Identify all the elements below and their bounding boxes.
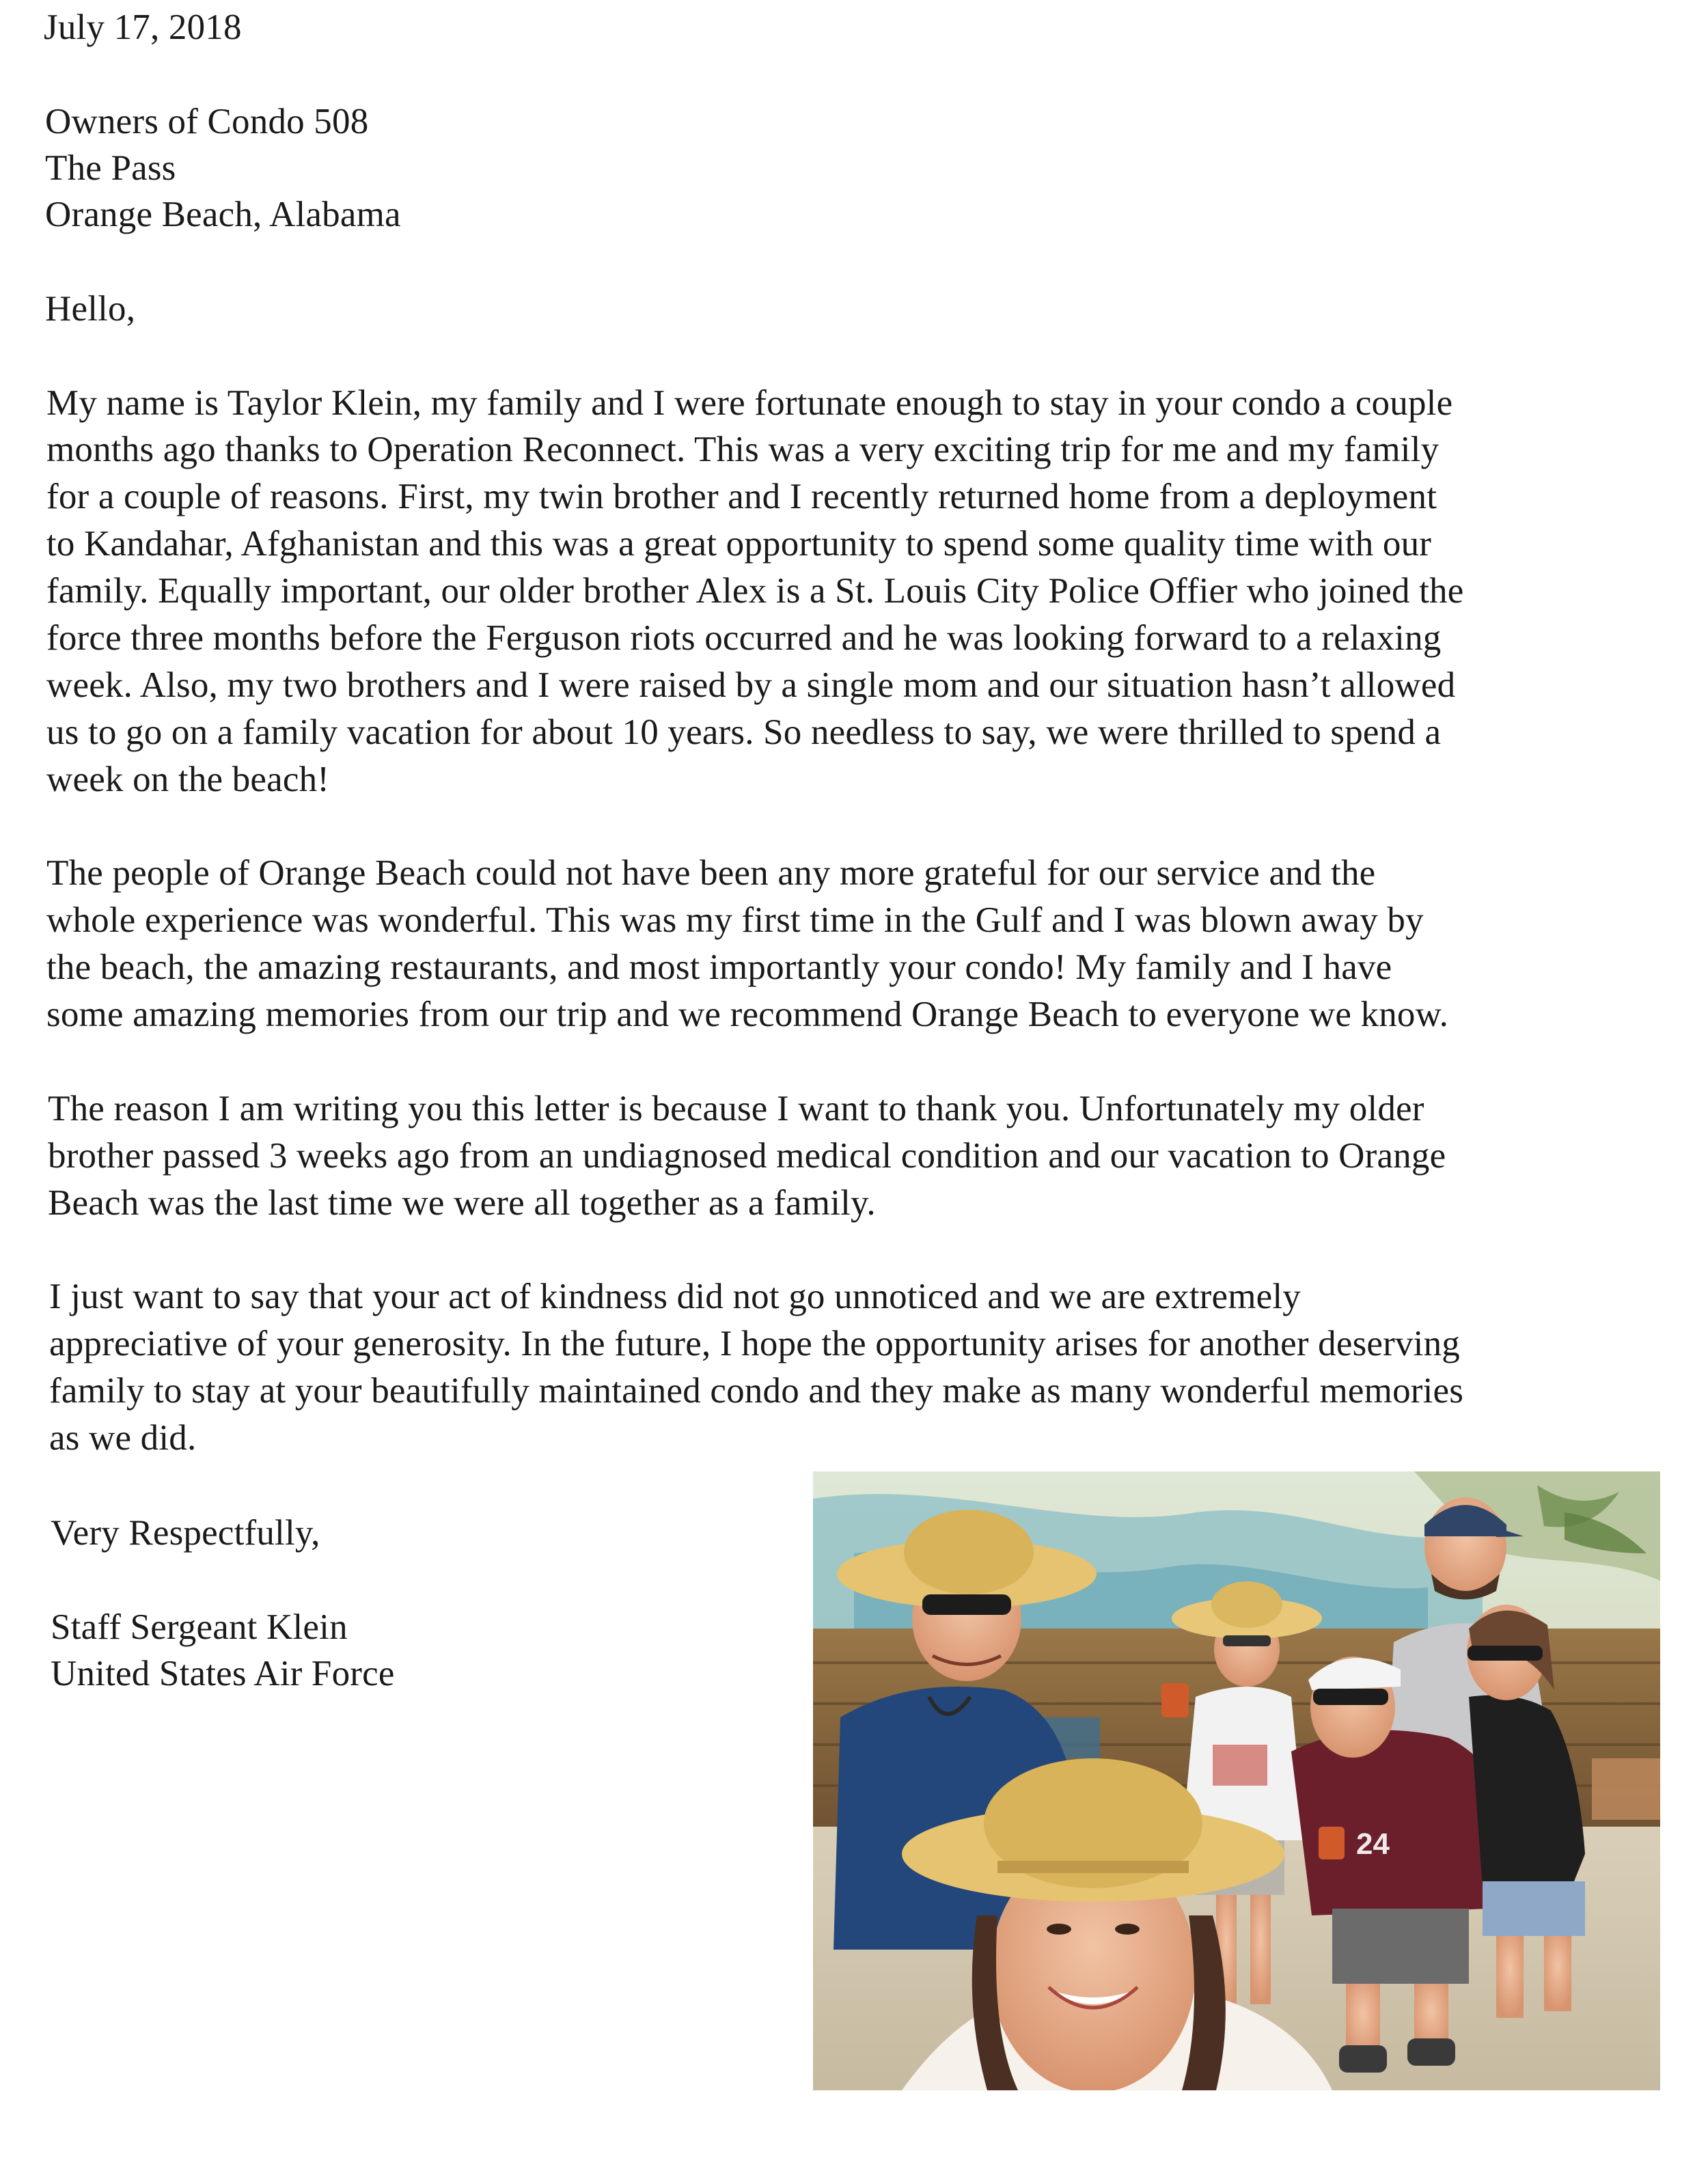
signature-name: Staff Sergeant Klein	[51, 1607, 348, 1647]
shirt-number: 24	[1356, 1827, 1390, 1861]
paragraph-line: week. Also, my two brothers and I were raised by a single mom and our situation hasn’t allowed	[46, 665, 1456, 705]
signature-org: United States Air Force	[51, 1654, 395, 1693]
paragraph-line: appreciative of your generosity. In the future, I hope the opportunity arises for another deserving	[49, 1324, 1461, 1363]
paragraph-line: force three months before the Ferguson riots occurred and he was looking forward to a relaxing	[46, 618, 1442, 658]
address-line-3: Orange Beach, Alabama	[45, 195, 401, 234]
paragraph-line: brother passed 3 weeks ago from an undiagnosed medical condition and our vacation to Orange	[48, 1136, 1446, 1176]
paragraph-line: My name is Taylor Klein, my family and I were fortunate enough to stay in your condo a couple	[46, 383, 1453, 423]
address-line-2: The Pass	[45, 148, 176, 188]
paragraph-line: months ago thanks to Operation Reconnect. This was a very exciting trip for me and my family	[46, 430, 1440, 469]
paragraph-line: as we did.	[49, 1418, 197, 1458]
paragraph-line: some amazing memories from our trip and we recommend Orange Beach to everyone we know.	[46, 995, 1449, 1034]
paragraph-line: for a couple of reasons. First, my twin brother and I recently returned home from a deployment	[46, 477, 1437, 516]
closing: Very Respectfully,	[51, 1513, 320, 1553]
family-photo	[813, 1471, 1660, 2090]
paragraph-line: family. Equally important, our older brother Alex is a St. Louis City Police Offier who joined the	[46, 571, 1464, 611]
greeting: Hello,	[45, 289, 136, 329]
paragraph-line: the beach, the amazing restaurants, and most importantly your condo! My family and I have	[46, 947, 1392, 987]
paragraph-line: to Kandahar, Afghanistan and this was a great opportunity to spend some quality time with our	[46, 524, 1432, 564]
letter-date: July 17, 2018	[44, 8, 242, 47]
paragraph-line: us to go on a family vacation for about 10 years. So needless to say, we were thrilled to spend a	[46, 712, 1442, 752]
paragraph-line: The reason I am writing you this letter is because I want to thank you. Unfortunately my older	[48, 1089, 1424, 1129]
paragraph-line: family to stay at your beautifully maintained condo and they make as many wonderful memories	[49, 1371, 1464, 1411]
paragraph-line: I just want to say that your act of kindness did not go unnoticed and we are extremely	[49, 1277, 1301, 1316]
paragraph-line: The people of Orange Beach could not have been any more grateful for our service and the	[46, 853, 1376, 893]
paragraph-line: whole experience was wonderful. This was my first time in the Gulf and I was blown away by	[46, 900, 1424, 940]
paragraph-line: Beach was the last time we were all together as a family.	[48, 1183, 876, 1223]
paragraph-line: week on the beach!	[46, 760, 330, 799]
address-line-1: Owners of Condo 508	[45, 102, 369, 141]
